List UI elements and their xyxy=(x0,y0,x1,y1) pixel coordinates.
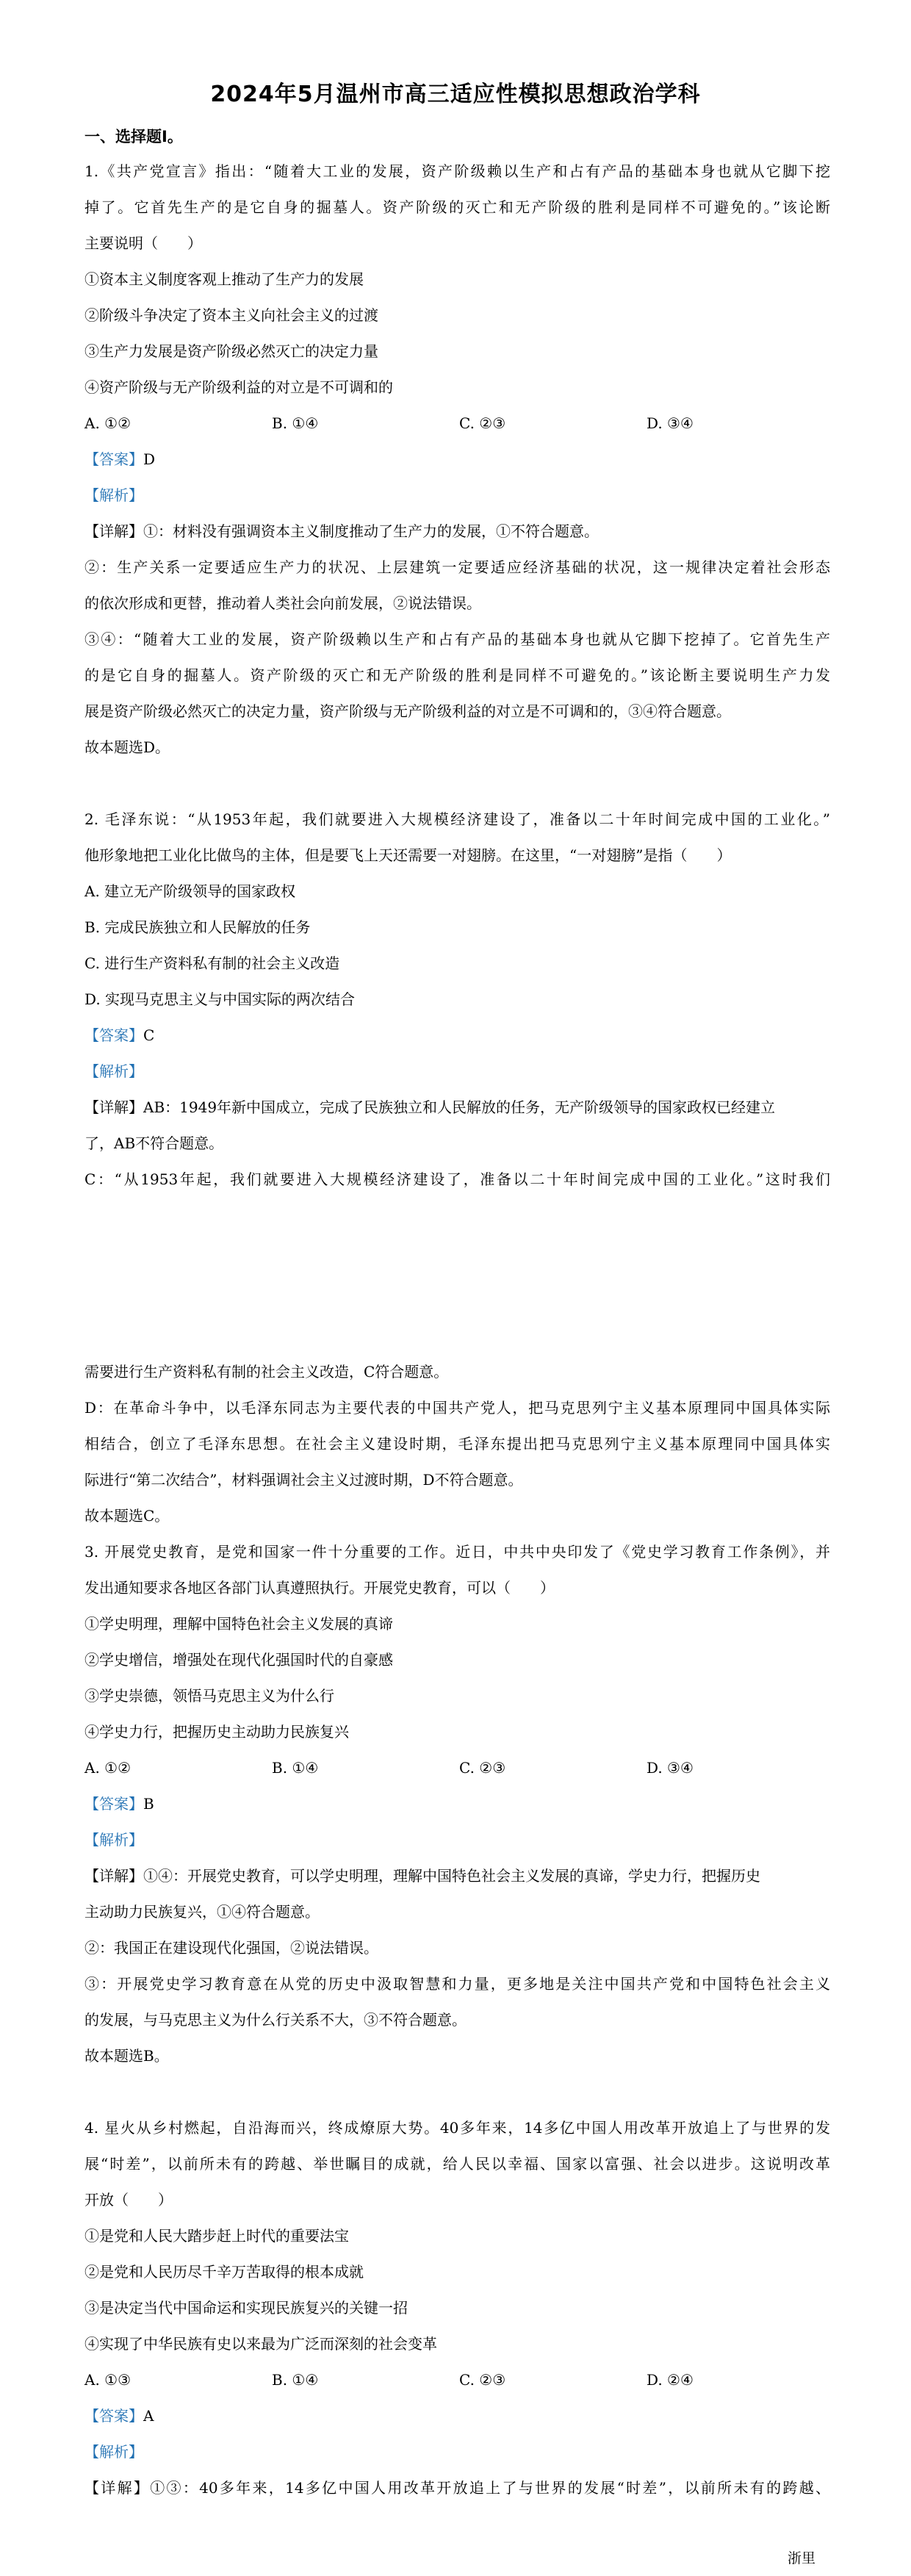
conclusion-line: 故本题选D。 xyxy=(84,738,170,756)
detail-tag: 【详解】 xyxy=(84,2479,151,2497)
analysis-tag: 【解析】 xyxy=(84,1831,143,1849)
statement-item: ③生产力发展是资产阶级必然灭亡的决定力量 xyxy=(84,342,378,360)
option-a: A. ①② xyxy=(84,1759,132,1777)
analysis-line xyxy=(84,1822,830,1858)
question-1 xyxy=(84,154,830,766)
option-b: B. ①④ xyxy=(272,414,319,432)
question-3 xyxy=(84,1534,830,2074)
question-stem-line: 展“时差”，以前所未有的跨越、举世瞩目的成就，给人民以幸福、国家以富强、社会以进步。这说明改革 xyxy=(84,2155,830,2173)
option-row xyxy=(84,1750,830,1786)
detail-line xyxy=(84,2470,830,2506)
question-stem-line: 主要说明（ ） xyxy=(84,234,202,252)
page-title: 2024年5月温州市高三适应性模拟思想政治学科 xyxy=(210,82,701,107)
answer-value: B xyxy=(143,1795,154,1813)
option-c: C. ②③ xyxy=(459,414,506,432)
option-a: A. ①③ xyxy=(84,2371,132,2389)
answer-line xyxy=(84,2398,830,2434)
option-c: C. ②③ xyxy=(459,1759,506,1777)
detail-line: 际进行“第二次结合”，材料强调社会主义过渡时期，D不符合题意。 xyxy=(84,1471,523,1489)
detail-line: ③④：“随着大工业的发展，资产阶级赖以生产和占有产品的基础本身也就从它脚下挖掉了。它首先生产 xyxy=(84,630,830,648)
statement-item: ③学史崇德，领悟马克思主义为什么行 xyxy=(84,1687,334,1705)
detail-line: 的发展，与马克思主义为什么行关系不大，③不符合题意。 xyxy=(84,2011,467,2029)
analysis-tag: 【解析】 xyxy=(84,2443,143,2461)
option-c: C. 进行生产资料私有制的社会主义改造 xyxy=(84,954,340,972)
question-stem-line: 掉了。它首先生产的是它自身的掘墓人。资产阶级的灭亡和无产阶级的胜利是同样不可避免的。”该论断 xyxy=(84,198,830,216)
detail-line: 展是资产阶级必然灭亡的决定力量，资产阶级与无产阶级利益的对立是不可调和的，③④符合题意。 xyxy=(84,702,731,720)
detail-tag: 【详解】 xyxy=(84,1098,143,1116)
analysis-line xyxy=(84,478,830,514)
detail-text: ①④：开展党史教育，可以学史明理，理解中国特色社会主义发展的真谛，学史力行，把握历史 xyxy=(143,1867,760,1885)
footer-watermark: 浙里 xyxy=(787,2550,815,2566)
option-b: B. ①④ xyxy=(272,1759,319,1777)
detail-line: C：“从1953年起，我们就要进入大规模经济建设了，准备以二十年时间完成中国的工业化。”这时我们 xyxy=(84,1170,830,1188)
analysis-tag: 【解析】 xyxy=(84,1062,143,1080)
answer-line xyxy=(84,1786,830,1822)
question-stem-line: 开放（ ） xyxy=(84,2191,173,2209)
option-d: D. ③④ xyxy=(647,414,694,432)
detail-line: 了，AB不符合题意。 xyxy=(84,1134,224,1152)
section-heading: 一、选择题Ⅰ。 xyxy=(84,128,183,145)
question-2-continued xyxy=(84,1354,830,1534)
detail-line xyxy=(84,1858,830,1894)
statement-item: ②是党和人民历尽千辛万苦取得的根本成就 xyxy=(84,2263,364,2281)
detail-tag: 【详解】 xyxy=(84,522,143,540)
analysis-line xyxy=(84,1054,830,1090)
answer-value: D xyxy=(143,450,156,468)
question-stem-line: 4. 星火从乡村燃起，自沿海而兴，终成燎原大势。40多年来，14多亿中国人用改革开放追上了与世界的发 xyxy=(84,2119,830,2137)
detail-tag: 【详解】 xyxy=(84,1867,143,1885)
answer-tag: 【答案】 xyxy=(84,2407,143,2425)
option-a: A. ①② xyxy=(84,414,132,432)
option-d: D. 实现马克思主义与中国实际的两次结合 xyxy=(84,990,356,1008)
option-a: A. 建立无产阶级领导的国家政权 xyxy=(84,882,296,900)
question-4 xyxy=(84,2110,830,2506)
detail-line: 主动助力民族复兴，①④符合题意。 xyxy=(84,1903,320,1921)
answer-value: A xyxy=(143,2407,154,2425)
analysis-line xyxy=(84,2434,830,2470)
conclusion-line: 故本题选C。 xyxy=(84,1507,170,1525)
detail-line: 的是它自身的掘墓人。资产阶级的灭亡和无产阶级的胜利是同样不可避免的。”该论断主要说明生产力发 xyxy=(84,666,830,684)
detail-line: 需要进行生产资料私有制的社会主义改造，C符合题意。 xyxy=(84,1363,449,1381)
detail-line: ②：生产关系一定要适应生产力的状况、上层建筑一定要适应经济基础的状况，这一规律决定着社会形态 xyxy=(84,558,830,576)
question-stem-line: 他形象地把工业化比做鸟的主体，但是要飞上天还需要一对翅膀。在这里，“一对翅膀”是指（ ） xyxy=(84,846,732,864)
statement-item: ②学史增信，增强处在现代化强国时代的自豪感 xyxy=(84,1651,393,1669)
detail-line: ③：开展党史学习教育意在从党的历史中汲取智慧和力量，更多地是关注中国共产党和中国特色社会主义 xyxy=(84,1975,830,1993)
answer-tag: 【答案】 xyxy=(84,450,143,468)
detail-text: ①③：40多年来，14多亿中国人用改革开放追上了与世界的发展“时差”，以前所未有的跨越、 xyxy=(150,2479,830,2497)
option-row xyxy=(84,2362,830,2398)
detail-line: D：在革命斗争中，以毛泽东同志为主要代表的中国共产党人，把马克思列宁主义基本原理同中国具体实际 xyxy=(84,1399,830,1417)
question-stem-line: 1.《共产党宣言》指出：“随着大工业的发展，资产阶级赖以生产和占有产品的基础本身也就从它脚下挖 xyxy=(84,162,830,180)
detail-line: 相结合，创立了毛泽东思想。在社会主义建设时期，毛泽东提出把马克思列宁主义基本原理同中国具体实 xyxy=(84,1435,830,1453)
answer-value: C xyxy=(143,1026,155,1044)
answer-tag: 【答案】 xyxy=(84,1026,143,1044)
option-b: B. 完成民族独立和人民解放的任务 xyxy=(84,918,311,936)
detail-line xyxy=(84,514,830,550)
question-stem-line: 3. 开展党史教育，是党和国家一件十分重要的工作。近日，中共中央印发了《党史学习教育工作条例》，并 xyxy=(84,1543,830,1561)
option-b: B. ①④ xyxy=(272,2371,319,2389)
answer-tag: 【答案】 xyxy=(84,1795,143,1813)
statement-item: ①资本主义制度客观上推动了生产力的发展 xyxy=(84,270,364,288)
option-c: C. ②③ xyxy=(459,2371,506,2389)
detail-line: ②：我国正在建设现代化强国，②说法错误。 xyxy=(84,1939,378,1957)
option-d: D. ③④ xyxy=(647,1759,694,1777)
detail-text: AB：1949年新中国成立，完成了民族独立和人民解放的任务，无产阶级领导的国家政权已经建立 xyxy=(143,1098,776,1116)
detail-line xyxy=(84,1090,830,1126)
conclusion-line: 故本题选B。 xyxy=(84,2047,169,2065)
statement-item: ②阶级斗争决定了资本主义向社会主义的过渡 xyxy=(84,306,378,324)
question-2 xyxy=(84,802,830,1198)
detail-line: 的依次形成和更替，推动着人类社会向前发展，②说法错误。 xyxy=(84,594,481,612)
detail-text: ①：材料没有强调资本主义制度推动了生产力的发展，①不符合题意。 xyxy=(143,522,599,540)
answer-line xyxy=(84,442,830,478)
statement-item: ①是党和人民大踏步赶上时代的重要法宝 xyxy=(84,2227,349,2245)
question-stem-line: 2. 毛泽东说：“从1953年起，我们就要进入大规模经济建设了，准备以二十年时间完成中国的工业化。” xyxy=(84,810,830,828)
answer-line xyxy=(84,1018,830,1054)
statement-item: ④资产阶级与无产阶级利益的对立是不可调和的 xyxy=(84,378,393,396)
option-row xyxy=(84,406,830,442)
statement-item: ③是决定当代中国命运和实现民族复兴的关键一招 xyxy=(84,2299,408,2317)
analysis-tag: 【解析】 xyxy=(84,486,143,504)
statement-item: ④学史力行，把握历史主动助力民族复兴 xyxy=(84,1723,349,1741)
option-d: D. ②④ xyxy=(647,2371,694,2389)
question-stem-line: 发出通知要求各地区各部门认真遵照执行。开展党史教育，可以（ ） xyxy=(84,1579,555,1597)
statement-item: ①学史明理，理解中国特色社会主义发展的真谛 xyxy=(84,1615,393,1633)
statement-item: ④实现了中华民族有史以来最为广泛而深刻的社会变革 xyxy=(84,2335,437,2353)
